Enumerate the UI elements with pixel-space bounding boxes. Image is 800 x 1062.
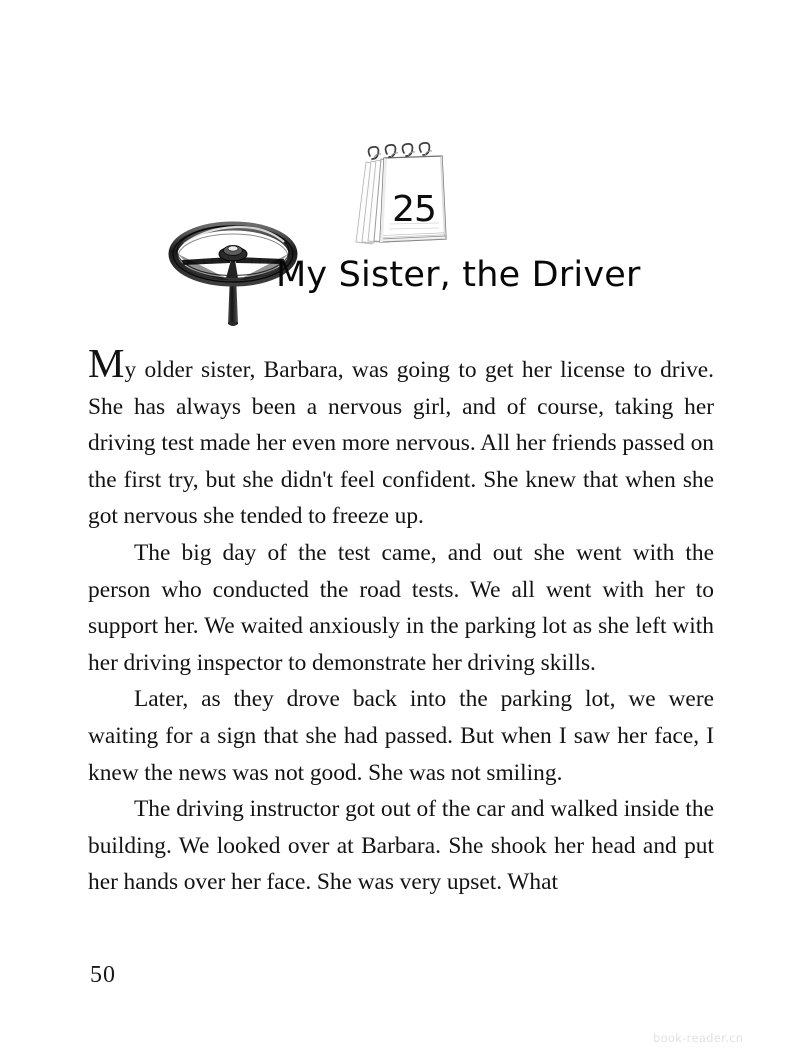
paragraph-3: Later, as they drove back into the parking lot, we were waiting for a sign that she had passed. But when I saw her face, I knew the news was not good. She was not smiling. <box>88 686 714 786</box>
paragraph-2: The big day of the test came, and out she went with the person who conducted the road tests. We all went with her to support her. We waited anxiously in the parking lot as she left with her driving inspector to demonstrate her driving skills. <box>88 539 714 676</box>
chapter-header <box>0 0 800 340</box>
chapter-title: My Sister, the Driver <box>276 255 641 295</box>
body-text <box>88 340 714 901</box>
paragraph-1-text: y older sister, Barbara, was going to get her license to drive. She has always been a nervous girl, and of course, taking her driving test made her even more nervous. All her friends passed on the first try, but she didn't feel confident. She knew that when she got nervous she tended to freeze up. <box>88 357 714 530</box>
spiral-calendar-icon <box>344 138 458 254</box>
chapter-number: 25 <box>392 188 436 230</box>
initial-cap: M <box>88 340 125 386</box>
paragraph-4: The driving instructor got out of the car and walked inside the building. We looked over at Barbara. She shook her head and put her hands over her face. She was very upset. What <box>88 796 714 896</box>
page-number: 50 <box>90 962 116 988</box>
paragraph-1 <box>88 340 714 535</box>
site-watermark: book-reader.cn <box>653 1031 744 1045</box>
